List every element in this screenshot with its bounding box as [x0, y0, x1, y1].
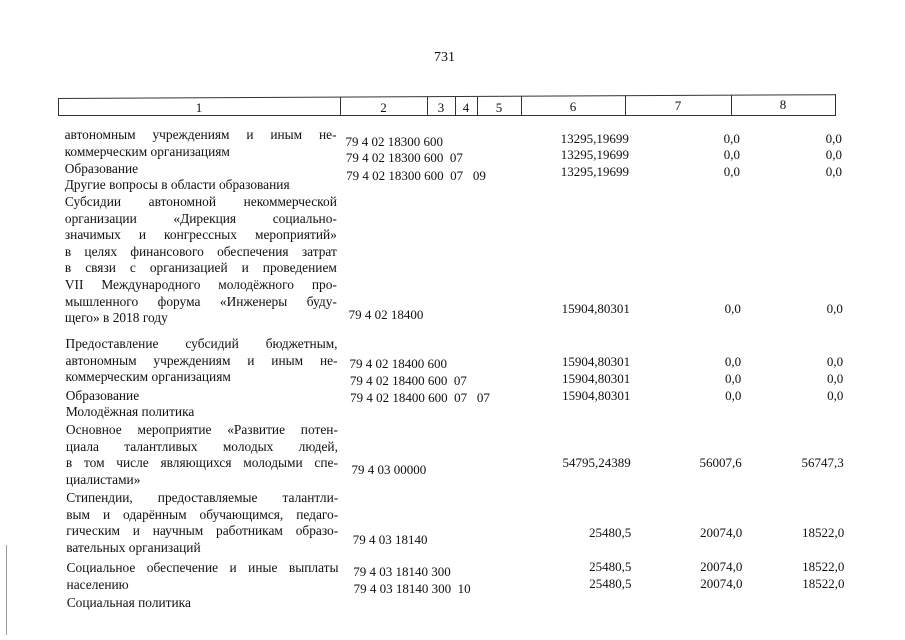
row-description: [65, 194, 337, 327]
value-col-6: 15904,80301: [562, 371, 631, 386]
value-col-8: 0,0: [825, 147, 842, 162]
description-line: Социальное обеспечение и иные выплаты: [66, 560, 339, 575]
header-col-1: 1: [195, 100, 203, 115]
value-col-6: 25480,5: [589, 559, 632, 574]
description-line: Другие вопросы в области образования: [64, 177, 290, 192]
header-col-5: 5: [495, 100, 503, 115]
description-line: вательных организаций: [66, 539, 201, 555]
description-line: Образование: [65, 388, 140, 403]
value-col-6: 15904,80301: [561, 301, 630, 316]
row-description: [65, 161, 337, 178]
description-line: щего» в 2018 году: [64, 310, 168, 326]
description-line: автономным учреждениям и иным не-: [64, 127, 337, 142]
value-col-8: 18522,0: [802, 559, 845, 574]
header-col-8: 8: [779, 97, 787, 112]
row-code: 79 4 02 18400: [348, 307, 424, 322]
value-col-7: 0,0: [725, 388, 742, 403]
value-col-8: 0,0: [825, 131, 842, 146]
row-description: [65, 177, 337, 194]
header-col-4: 4: [462, 100, 470, 115]
header-col-6: 6: [569, 99, 577, 114]
value-col-6: 15904,80301: [561, 354, 631, 369]
row-description: [65, 127, 337, 160]
row-description: [66, 422, 338, 488]
value-col-8: 18522,0: [801, 525, 845, 540]
row-code: 79 4 02 18300 600 07 09: [346, 168, 486, 183]
value-col-6: 13295,19699: [560, 147, 629, 162]
value-col-7: 0,0: [723, 131, 740, 146]
header-col-7: 7: [674, 98, 682, 113]
page-number: 731: [434, 50, 455, 65]
description-line: населению: [66, 576, 129, 592]
value-col-6: 13295,19699: [560, 164, 630, 179]
row-code: 79 4 02 18300 600 07: [345, 150, 463, 165]
value-col-8: 0,0: [827, 371, 844, 386]
row-code: 79 4 03 18140: [352, 532, 428, 547]
value-col-8: 0,0: [827, 388, 844, 403]
value-col-8: 0,0: [826, 354, 844, 369]
row-code: 79 4 02 18400 600: [349, 356, 448, 371]
description-line: VII Международного молодёжного про-: [64, 276, 337, 292]
description-line: в связи с организацией и проведением: [64, 260, 337, 276]
value-col-7: 0,0: [724, 301, 741, 316]
row-description: [66, 336, 338, 386]
value-col-6: 25480,5: [588, 525, 632, 540]
value-col-8: 56747,3: [801, 455, 844, 470]
row-description: [66, 490, 338, 556]
row-code: 79 4 03 18140 300: [353, 564, 451, 579]
header-col-2: 2: [380, 100, 387, 115]
row-description: [67, 595, 339, 612]
value-col-7: 0,0: [724, 354, 742, 369]
value-col-7: 20074,0: [700, 559, 743, 574]
table-header: [58, 94, 836, 116]
description-line: Основное мероприятие «Развитие потен-: [65, 422, 338, 437]
description-line: коммерческим организациям: [65, 369, 231, 385]
value-col-6: 13295,19699: [560, 131, 629, 146]
description-line: Предоставление субсидий бюджетным,: [65, 336, 338, 351]
value-col-7: 0,0: [723, 147, 740, 162]
row-description: [66, 388, 338, 405]
description-line: Стипендии, предоставляемые талантли-: [66, 490, 339, 505]
value-col-7: 0,0: [725, 371, 742, 386]
row-code: 79 4 03 18140 300 10: [353, 581, 471, 596]
value-col-8: 0,0: [825, 164, 843, 179]
description-line: Образование: [64, 161, 139, 176]
description-line: вым и одарённым обучающимся, педаго-: [66, 506, 339, 522]
row-description: [66, 404, 338, 421]
description-line: организации «Дирекция социально-: [64, 210, 337, 226]
description-line: автономным учреждениям и иным не-: [65, 352, 338, 368]
description-line: мышленного форума «Инженеры буду-: [64, 293, 337, 309]
value-col-8: 0,0: [826, 301, 843, 316]
row-description: [67, 560, 339, 593]
header-col-3: 3: [437, 100, 445, 115]
row-code: 79 4 03 00000: [351, 462, 427, 477]
description-line: в том числе являющихся молодыми спе-: [65, 455, 338, 471]
scan-artifact-line: [6, 545, 7, 635]
description-line: значимых и конгрессных мероприятий»: [64, 227, 337, 243]
header-border: [835, 94, 836, 116]
value-col-7: 56007,6: [699, 455, 742, 470]
value-col-6: 15904,80301: [562, 388, 631, 403]
row-code: 79 4 02 18400 600 07: [349, 373, 467, 388]
row-code: 79 4 02 18300 600: [345, 134, 444, 149]
value-col-7: 20074,0: [700, 576, 743, 591]
description-line: коммерческим организациям: [64, 143, 230, 159]
description-line: циала талантливых молодых людей,: [65, 438, 338, 454]
value-col-6: 54795,24389: [562, 455, 631, 470]
value-col-7: 20074,0: [699, 525, 743, 540]
description-line: в целях финансового обеспечения затрат: [64, 243, 337, 259]
value-col-7: 0,0: [723, 164, 741, 179]
description-line: Молодёжная политика: [65, 404, 195, 419]
value-col-6: 25480,5: [589, 576, 632, 591]
value-col-8: 18522,0: [802, 576, 845, 591]
description-line: циалистами»: [65, 471, 141, 487]
description-line: Субсидии автономной некоммерческой: [64, 194, 337, 209]
description-line: гическим и научным работникам образо-: [66, 523, 339, 539]
row-code: 79 4 02 18400 600 07 07: [350, 390, 490, 405]
description-line: Социальная политика: [66, 595, 191, 610]
